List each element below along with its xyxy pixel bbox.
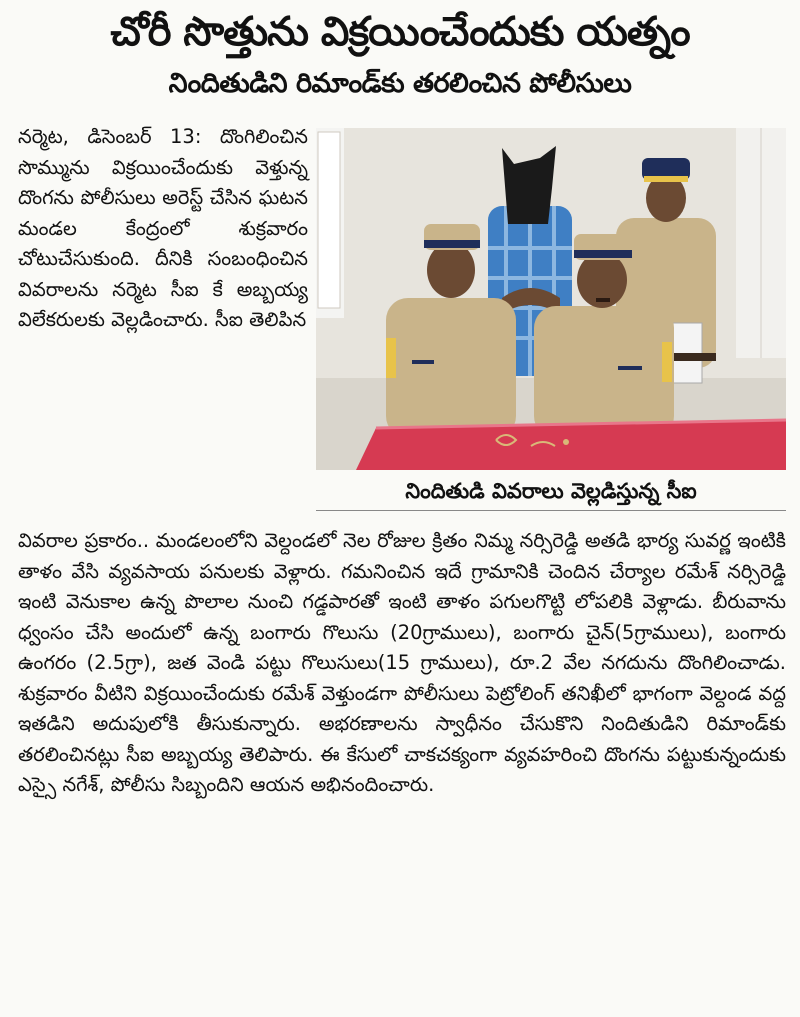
lead-column [18, 122, 308, 336]
body-text [18, 526, 786, 801]
news-photo-illustration [316, 128, 786, 470]
headline: చోరీ సొత్తును విక్రయించేందుకు యత్నం [110, 9, 690, 55]
body-paragraph: వివరాల ప్రకారం.. మండలంలోని వెల్దండలో నెల రోజుల క్రితం నిమ్మ నర్సిరెడ్డి అతడి భార్య సువర్ణ ఇంటికి తాళం వేసి వ్యవసాయ పనులకు వెళ్లారు. గమనించిన ఇదే గ్రామానికి చెందిన చేర్యాల రమేశ్ నర్సిరెడ్డి ఇంటి వెనుకాల ఉన్న పొలాల నుంచి గడ్డపారతో ఇంటి తాళం పగులగొట్టి లోపలికి వెళ్లాడు. బీరువాను ధ్వంసం చేసి అందులో ఉన్న బంగారు గొలుసు (20గ్రాములు), బంగారు చైన్(5గ్రాములు), బంగారు ఉంగరం (2.5గ్రా), జత వెండి పట్టు గొలుసులు(15 గ్రాములు), రూ.2 వేల నగదును దొంగిలించాడు. శుక్రవారం వీటిని విక్రయించేందుకు రమేశ్ వెళ్తుండగా పోలీసులు పెట్రోలింగ్ తనిఖీలో భాగంగా వెల్దండ వద్ద ఇతడిని అదుపులోకి తీసుకున్నారు. అభరణాలను స్వాధీనం చేసుకొని నిందితుడిని రిమాండ్‌కు తరలించినట్లు సీఐ అబ్బయ్య తెలిపారు. ఈ కేసులో చాకచక్యంగా వ్యవహరించి దొంగను పట్టుకున్నందుకు ఎస్సై నగేశ్, పోలీసు సిబ్బందిని ఆయన అభినందించారు. [18, 529, 786, 796]
subheadline: నిందితుడిని రిమాండ్‌కు తరలించిన పోలీసులు [168, 68, 632, 99]
news-photo [316, 128, 786, 470]
photo-caption: నిందితుడి వివరాలు వెల్లడిస్తున్న సీఐ [316, 472, 786, 511]
lead-paragraph: నర్మెట, డిసెంబర్ 13: దొంగిలించిన సొమ్మును విక్రయించేందుకు వెళ్తున్న దొంగను పోలీసులు అరెస్ట్ చేసిన ఘటన మండల కేంద్రంలో శుక్రవారం చోటుచేసుకుంది. దీనికి సంబంధించిన వివరాలను నర్మెట సీఐ కే అబ్బయ్య విలేకరులకు వెల్లడించారు. సీఐ తెలిపిన [18, 125, 308, 331]
table-with-seized-items [356, 420, 786, 470]
